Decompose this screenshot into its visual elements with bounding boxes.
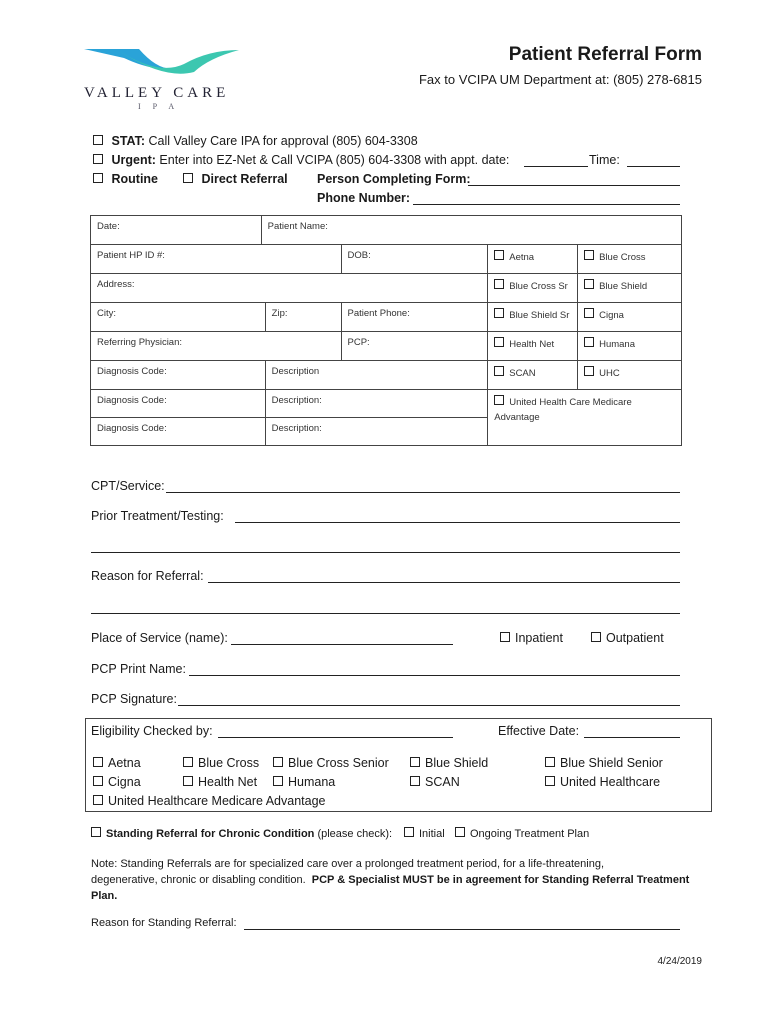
patient-info-table xyxy=(90,215,682,446)
elig-blue-shield[interactable]: Blue Shield xyxy=(410,756,488,770)
eligibility-label: Eligibility Checked by: xyxy=(91,724,213,738)
diagnosis-code-1[interactable]: Diagnosis Code: xyxy=(91,361,266,390)
direct-row xyxy=(183,172,288,186)
standing-label: Standing Referral for Chronic Condition xyxy=(106,828,315,840)
routine-label: Routine xyxy=(111,172,159,186)
elig-humana[interactable]: Humana xyxy=(273,775,335,789)
standing-check-text: (please check): xyxy=(317,828,393,840)
elig-aetna[interactable]: Aetna xyxy=(93,756,141,770)
elig-scan[interactable]: SCAN xyxy=(410,775,460,789)
place-field[interactable] xyxy=(231,644,453,645)
stat-text: Call Valley Care IPA for approval (805) 604-3308 xyxy=(148,134,418,148)
hp-id-cell[interactable]: Patient HP ID #: xyxy=(91,245,342,274)
time-field[interactable] xyxy=(627,166,680,167)
valley-care-logo xyxy=(84,46,239,111)
city-cell[interactable]: City: xyxy=(91,303,266,332)
prior-field-2[interactable] xyxy=(91,552,680,553)
phone-label: Phone Number: xyxy=(317,191,411,205)
effective-date-field[interactable] xyxy=(584,737,680,738)
pcp-signature-field[interactable] xyxy=(178,705,680,706)
patient-phone-cell[interactable]: Patient Phone: xyxy=(341,303,488,332)
pcp-signature-label: PCP Signature: xyxy=(91,692,177,706)
standing-note xyxy=(91,856,711,904)
pcp-print-label: PCP Print Name: xyxy=(91,662,186,676)
cpt-field[interactable] xyxy=(166,492,680,493)
prior-label: Prior Treatment/Testing: xyxy=(91,509,224,523)
standing-note-line-1: Note: Standing Referrals are for specialized care over a prolonged treatment period, for a life-threatening, xyxy=(91,858,605,870)
ins-blue-cross[interactable]: Blue Cross xyxy=(578,245,682,274)
eligibility-field[interactable] xyxy=(218,737,453,738)
person-label: Person Completing Form: xyxy=(317,172,471,186)
referring-physician-cell[interactable]: Referring Physician: xyxy=(91,332,342,361)
standing-note-bold: PCP & Specialist MUST be in agreement for Standing Referral Treatment xyxy=(311,874,690,886)
description-3[interactable]: Description: xyxy=(265,418,488,446)
urgent-text: Enter into EZ-Net & Call VCIPA (805) 604-3308 with appt. date: xyxy=(159,153,510,167)
time-label: Time: xyxy=(589,153,620,167)
stat-checkbox[interactable] xyxy=(93,135,103,145)
dob-cell[interactable]: DOB: xyxy=(341,245,488,274)
elig-health-net[interactable]: Health Net xyxy=(183,775,257,789)
direct-checkbox[interactable] xyxy=(183,173,193,183)
elig-uhc-medicare[interactable]: United Healthcare Medicare Advantage xyxy=(93,794,326,808)
description-2[interactable]: Description: xyxy=(265,390,488,418)
page-title: Patient Referral Form xyxy=(508,44,702,65)
ins-health-net[interactable]: Health Net xyxy=(488,332,578,361)
stat-row xyxy=(93,134,418,148)
initial-option[interactable]: Initial xyxy=(404,827,445,840)
urgent-checkbox[interactable] xyxy=(93,154,103,164)
urgent-label: Urgent: xyxy=(111,153,156,167)
elig-blue-cross[interactable]: Blue Cross xyxy=(183,756,259,770)
place-label: Place of Service (name): xyxy=(91,631,228,645)
appt-date-field[interactable] xyxy=(524,166,588,167)
outpatient-option[interactable]: Outpatient xyxy=(591,631,664,645)
logo-wave-icon xyxy=(84,46,239,78)
description-1[interactable]: Description xyxy=(265,361,488,390)
pcp-cell[interactable]: PCP: xyxy=(341,332,488,361)
ins-aetna[interactable]: Aetna xyxy=(488,245,578,274)
elig-united-healthcare[interactable]: United Healthcare xyxy=(545,775,660,789)
person-field[interactable] xyxy=(468,185,680,186)
logo-sub: I P A xyxy=(138,102,180,111)
direct-label: Direct Referral xyxy=(201,172,288,186)
routine-row xyxy=(93,172,158,186)
reason-label: Reason for Referral: xyxy=(91,569,204,583)
elig-blue-shield-senior[interactable]: Blue Shield Senior xyxy=(545,756,663,770)
effective-date-label: Effective Date: xyxy=(498,724,580,738)
form-date: 4/24/2019 xyxy=(657,956,702,967)
diagnosis-code-3[interactable]: Diagnosis Code: xyxy=(91,418,266,446)
ins-blue-shield-sr[interactable]: Blue Shield Sr xyxy=(488,303,578,332)
elig-blue-cross-senior[interactable]: Blue Cross Senior xyxy=(273,756,389,770)
ins-scan[interactable]: SCAN xyxy=(488,361,578,390)
routine-checkbox[interactable] xyxy=(93,173,103,183)
ins-humana[interactable]: Humana xyxy=(578,332,682,361)
patient-name-cell[interactable]: Patient Name: xyxy=(261,216,681,245)
ins-uhc-medicare[interactable]: United Health Care Medicare Advantage xyxy=(488,390,682,446)
ongoing-option[interactable]: Ongoing Treatment Plan xyxy=(455,827,589,840)
reason-field-2[interactable] xyxy=(91,613,680,614)
ins-blue-shield[interactable]: Blue Shield xyxy=(578,274,682,303)
fax-line: Fax to VCIPA UM Department at: (805) 278-6815 xyxy=(418,72,702,87)
ins-cigna[interactable]: Cigna xyxy=(578,303,682,332)
urgent-row xyxy=(93,153,509,167)
prior-field[interactable] xyxy=(235,522,680,523)
address-cell[interactable]: Address: xyxy=(91,274,488,303)
standing-reason-field[interactable] xyxy=(244,929,680,930)
logo-name: VALLEY CARE xyxy=(84,85,230,101)
diagnosis-code-2[interactable]: Diagnosis Code: xyxy=(91,390,266,418)
elig-cigna[interactable]: Cigna xyxy=(93,775,141,789)
pcp-print-field[interactable] xyxy=(189,675,680,676)
date-cell[interactable]: Date: xyxy=(91,216,262,245)
standing-note-bold-2: Plan. xyxy=(91,890,118,902)
inpatient-option[interactable]: Inpatient xyxy=(500,631,563,645)
standing-reason-label: Reason for Standing Referral: xyxy=(91,917,237,929)
standing-referral-row xyxy=(91,827,392,840)
cpt-label: CPT/Service: xyxy=(91,479,165,493)
ins-blue-cross-sr[interactable]: Blue Cross Sr xyxy=(488,274,578,303)
phone-field[interactable] xyxy=(413,204,680,205)
standing-checkbox[interactable] xyxy=(91,827,101,837)
zip-cell[interactable]: Zip: xyxy=(265,303,341,332)
reason-field[interactable] xyxy=(208,582,680,583)
standing-note-line-2: degenerative, chronic or disabling condition. xyxy=(91,874,306,886)
ins-uhc[interactable]: UHC xyxy=(578,361,682,390)
stat-label: STAT: xyxy=(111,134,146,148)
